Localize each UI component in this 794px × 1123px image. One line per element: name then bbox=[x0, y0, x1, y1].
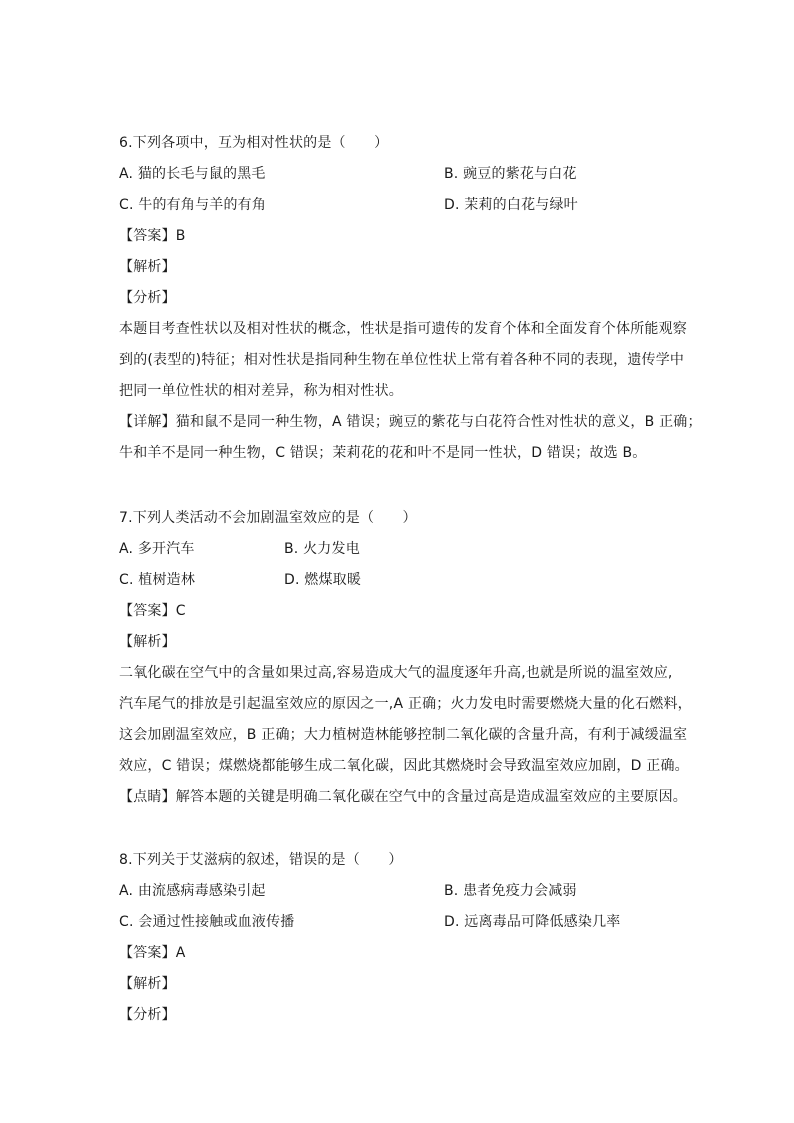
q6-option-b: B. 豌豆的紫花与白花 bbox=[444, 166, 577, 182]
q7-answer: 【答案】C bbox=[119, 603, 186, 619]
q7-option-d: D. 燃煤取暖 bbox=[284, 572, 362, 588]
q7-analysis-line-3: 这会加剧温室效应，B 正确；大力植树造林能够控制二氧化碳的含量升高，有利于减缓温室 bbox=[119, 727, 688, 743]
q7-comment: 【点睛】解答本题的关键是明确二氧化碳在空气中的含量过高是造成温室效应的主要原因。 bbox=[119, 789, 687, 805]
q8-answer: 【答案】A bbox=[119, 945, 186, 961]
q6-answer: 【答案】B bbox=[119, 228, 186, 244]
q6-fenxi-line-3: 把同一单位性状的相对差异，称为相对性状。 bbox=[119, 383, 403, 399]
q8-option-c: C. 会通过性接触或血液传播 bbox=[119, 914, 295, 930]
q7-analysis-line-1: 二氧化碳在空气中的含量如果过高,容易造成大气的温度逐年升高,也就是所说的温室效应, bbox=[119, 665, 673, 681]
q6-option-a: A. 猫的长毛与鼠的黑毛 bbox=[119, 166, 266, 182]
q6-detail-line-2: 牛和羊不是同一种生物，C 错误；茉莉花的花和叶不是同一性状，D 错误；故选 B。 bbox=[119, 445, 647, 461]
q6-fenxi-heading: 【分析】 bbox=[119, 290, 176, 306]
q7-analysis-heading: 【解析】 bbox=[119, 634, 176, 650]
q8-option-a: A. 由流感病毒感染引起 bbox=[119, 883, 266, 899]
q7-option-a: A. 多开汽车 bbox=[119, 541, 195, 557]
q8-option-b: B. 患者免疫力会减弱 bbox=[444, 883, 577, 899]
q8-question: 8.下列关于艾滋病的叙述，错误的是（ ） bbox=[119, 852, 403, 868]
q6-analysis-heading: 【解析】 bbox=[119, 259, 176, 275]
q6-fenxi-line-1: 本题目考查性状以及相对性状的概念，性状是指可遗传的发育个体和全面发育个体所能观察 bbox=[119, 321, 687, 337]
q6-fenxi-line-2: 到的(表型的)特征；相对性状是指同种生物在单位性状上常有着各种不同的表现，遗传学中 bbox=[119, 352, 685, 368]
q7-analysis-line-4: 效应，C 错误；煤燃烧都能够生成二氧化碳，因此其燃烧时会导致温室效应加剧，D 正确。 bbox=[119, 758, 689, 774]
q6-detail-line-1: 【详解】猫和鼠不是同一种生物，A 错误；豌豆的紫花与白花符合性对性状的意义，B 正确； bbox=[119, 414, 702, 430]
q8-analysis-heading: 【解析】 bbox=[119, 976, 176, 992]
q6-option-c: C. 牛的有角与羊的有角 bbox=[119, 197, 267, 213]
q7-question: 7.下列人类活动不会加剧温室效应的是（ ） bbox=[119, 510, 417, 526]
q7-analysis-line-2: 汽车尾气的排放是引起温室效应的原因之一,A 正确；火力发电时需要燃烧大量的化石燃料， bbox=[119, 696, 692, 712]
q8-fenxi-heading: 【分析】 bbox=[119, 1007, 176, 1023]
q7-option-c: C. 植树造林 bbox=[119, 572, 196, 588]
q7-option-b: B. 火力发电 bbox=[284, 541, 360, 557]
q8-option-d: D. 远离毒品可降低感染几率 bbox=[444, 914, 621, 930]
q6-option-d: D. 茉莉的白花与绿叶 bbox=[444, 197, 578, 213]
q6-question: 6.下列各项中，互为相对性状的是（ ） bbox=[119, 135, 389, 151]
